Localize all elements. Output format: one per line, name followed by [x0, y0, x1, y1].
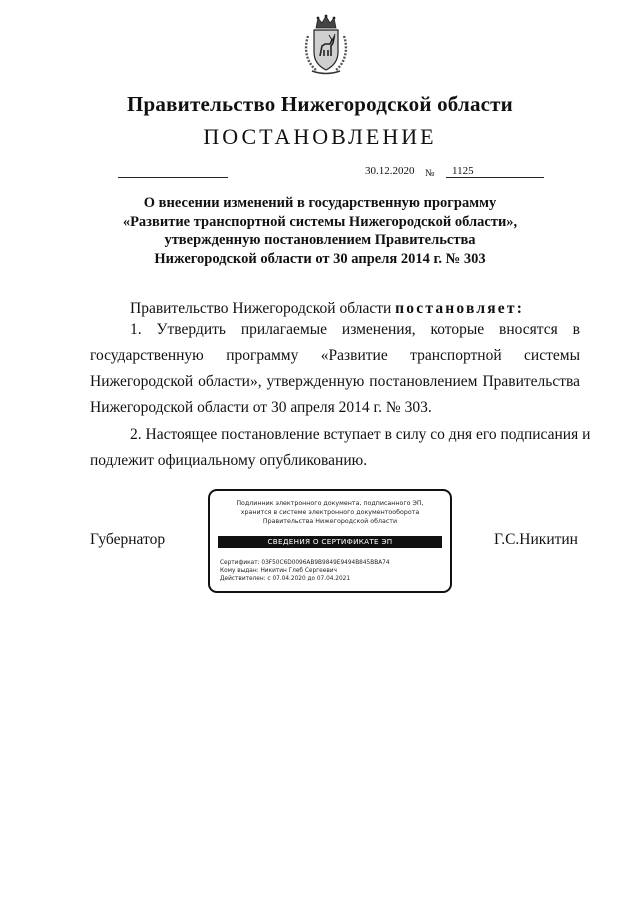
organization-title: Правительство Нижегородской области	[127, 92, 513, 116]
stamp-header-line: Правительства Нижегородской области	[262, 518, 398, 525]
item1-line: 1. Утвердить прилагаемые изменения, которые вносятся в	[130, 321, 580, 338]
item2-line: подлежит официальному опубликованию.	[90, 452, 368, 469]
subject-line: «Развитие транспортной системы Нижегородской области»,	[122, 213, 518, 230]
signer-role: Губернатор	[90, 531, 166, 548]
subject-line: О внесении изменений в государственную программу	[143, 195, 497, 211]
subject-line: Нижегородской области от 30 апреля 2014 г. № 303	[154, 250, 486, 267]
signer-name: Г.С.Никитин	[494, 531, 578, 548]
document-subject	[100, 194, 540, 268]
document-number: 1125	[452, 165, 474, 177]
certificate-info-title: СВЕДЕНИЯ О СЕРТИФИКАТЕ ЭП	[218, 536, 442, 548]
document-type: ПОСТАНОВЛЕНИЕ	[203, 124, 437, 149]
document-date: 30.12.2020	[365, 165, 415, 177]
item2-line: 2. Настоящее постановление вступает в силу со дня его подписания и	[130, 426, 591, 443]
subject-line: утвержденную постановлением Правительства	[164, 232, 476, 248]
item1-line: Нижегородской области от 30 апреля 2014 г. № 303.	[90, 399, 432, 416]
stamp-header-line: хранится в системе электронного документооборота	[240, 509, 420, 516]
decree-word: постановляет:	[395, 300, 525, 317]
certificate-owner: Кому выдан: Никитин Глеб Сергеевич	[220, 568, 337, 574]
intro-text: Правительство Нижегородской области	[130, 300, 396, 317]
certificate-validity: Действителен: с 07.04.2020 до 07.04.2021	[220, 576, 351, 582]
certificate-details	[220, 559, 390, 583]
stamp-header-line: Подлинник электронного документа, подписанного ЭП,	[236, 500, 424, 507]
intro-paragraph	[130, 296, 524, 322]
item1-line: государственную программу «Развитие транспортной системы	[90, 347, 580, 364]
item1-line: Нижегородской области», утвержденную постановлением Правительства	[90, 373, 580, 390]
coat-of-arms-icon	[302, 14, 350, 76]
number-underline	[446, 177, 544, 178]
blank-line	[118, 177, 228, 178]
certificate-serial: Сертификат: 03F50C6D0096AB9B9849E9494B845BBA74	[220, 560, 390, 566]
stamp-header	[210, 499, 450, 526]
electronic-signature-stamp	[208, 489, 452, 593]
number-sign: №	[425, 168, 435, 179]
